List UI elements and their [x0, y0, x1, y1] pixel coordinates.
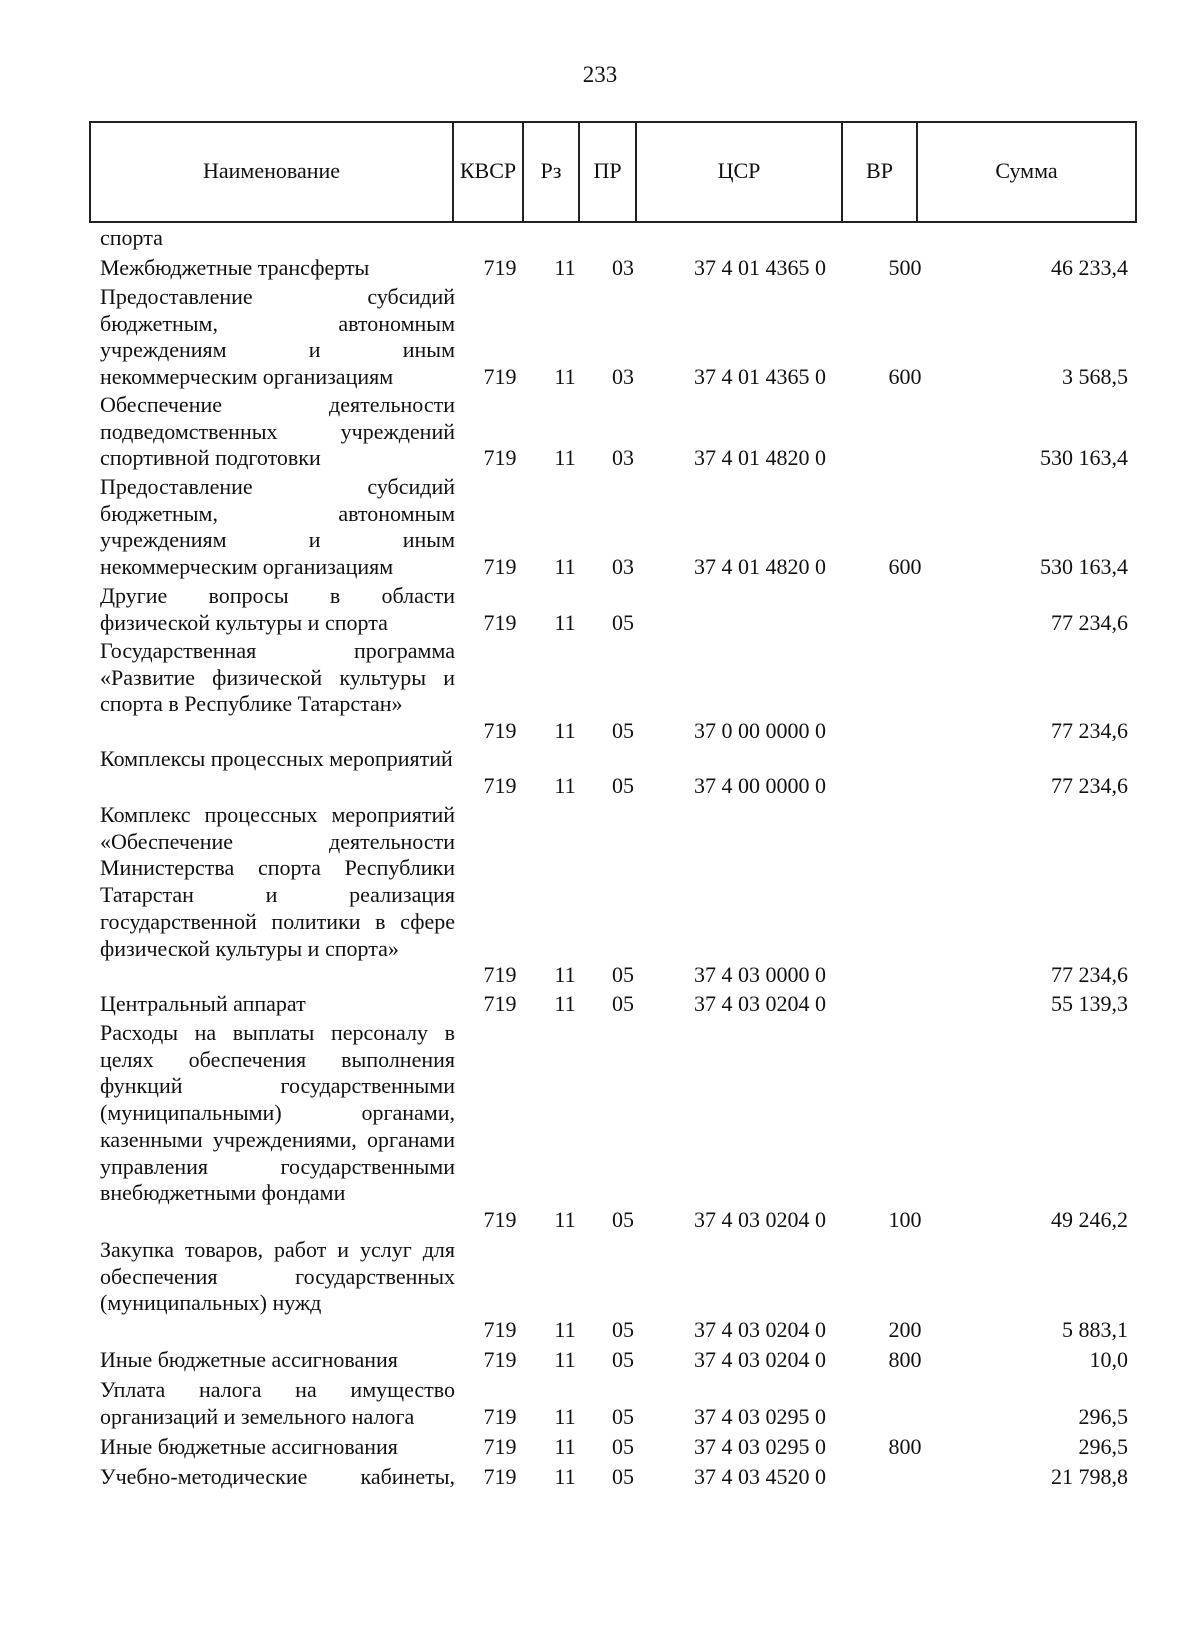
- header-sum: Сумма: [916, 123, 1135, 223]
- row-name: Обеспечение деятельности подведомственных учреждений спортивной подготовки: [100, 392, 455, 471]
- row-kvsr: 719: [483, 1207, 517, 1232]
- row-name: Комплексы процессных мероприятий: [100, 746, 453, 771]
- row-rz: 11: [554, 255, 576, 280]
- row-pr: 05: [612, 718, 634, 743]
- row-name: Иные бюджетные ассигнования: [100, 1434, 398, 1459]
- row-kvsr: 719: [483, 1317, 517, 1342]
- row-name: Закупка товаров, работ и услуг для обеспечения государственных (муниципальных) нужд: [100, 1237, 455, 1316]
- row-name: Учебно-методические кабинеты,: [100, 1464, 455, 1489]
- row-name: Расходы на выплаты персоналу в целях обеспечения выполнения функций государственными (муниципальными) органами, казенными учреждениями, органами управления государственными внебюджетными фондами: [100, 1020, 455, 1206]
- row-pr: 05: [612, 1404, 634, 1429]
- header-name: Наименование: [202, 158, 341, 183]
- row-pr: 05: [612, 1434, 634, 1459]
- row-rz: 11: [554, 773, 576, 798]
- row-csr: 37 4 03 4520 0: [694, 1464, 826, 1489]
- row-sum: 77 234,6: [1051, 718, 1128, 743]
- row-pr: 05: [612, 991, 634, 1016]
- row-vr: 600: [888, 554, 922, 579]
- row-rz: 11: [554, 610, 576, 635]
- row-rz: 11: [554, 1317, 576, 1342]
- header-kvsr: КВСР: [452, 123, 522, 223]
- row-pr: 03: [612, 554, 634, 579]
- row-sum: 77 234,6: [1051, 773, 1128, 798]
- row-rz: 11: [554, 364, 576, 389]
- row-name: Межбюджетные трансферты: [100, 255, 370, 280]
- row-sum: 77 234,6: [1051, 610, 1128, 635]
- row-sum: 46 233,4: [1051, 255, 1128, 280]
- row-kvsr: 719: [483, 445, 517, 470]
- row-vr: 800: [888, 1434, 922, 1459]
- row-pr: 05: [612, 1347, 634, 1372]
- header-rz: Рз: [522, 123, 578, 223]
- row-sum: 77 234,6: [1051, 962, 1128, 987]
- row-csr: 37 4 03 0204 0: [694, 1207, 826, 1232]
- row-kvsr: 719: [483, 1404, 517, 1429]
- row-kvsr: 719: [483, 554, 517, 579]
- row-vr: 600: [888, 364, 922, 389]
- row-kvsr: 719: [483, 255, 517, 280]
- row-name: Центральный аппарат: [100, 991, 306, 1016]
- row-csr: 37 4 01 4365 0: [694, 364, 826, 389]
- row-pr: 05: [612, 1317, 634, 1342]
- row-csr: 37 4 00 0000 0: [694, 773, 826, 798]
- row-pr: 05: [612, 773, 634, 798]
- row-kvsr: 719: [483, 962, 517, 987]
- row-csr: 37 4 01 4820 0: [694, 445, 826, 470]
- row-name: Другие вопросы в области физической культуры и спорта: [100, 583, 455, 635]
- row-sum: 3 568,5: [1062, 364, 1128, 389]
- row-csr: 37 4 01 4365 0: [694, 255, 826, 280]
- row-kvsr: 719: [483, 773, 517, 798]
- row-kvsr: 719: [483, 991, 517, 1016]
- row-vr: 500: [888, 255, 922, 280]
- row-pr: 05: [612, 610, 634, 635]
- row-rz: 11: [554, 991, 576, 1016]
- row-sum: 55 139,3: [1051, 991, 1128, 1016]
- row-rz: 11: [554, 718, 576, 743]
- row-sum: 296,5: [1078, 1434, 1128, 1459]
- row-sum: 5 883,1: [1062, 1317, 1128, 1342]
- row-kvsr: 719: [483, 1347, 517, 1372]
- row-rz: 11: [554, 445, 576, 470]
- row-kvsr: 719: [483, 364, 517, 389]
- row-name: спорта: [100, 225, 163, 250]
- row-csr: 37 0 00 0000 0: [694, 718, 826, 743]
- row-pr: 05: [612, 962, 634, 987]
- row-pr: 03: [612, 255, 634, 280]
- row-csr: 37 4 03 0295 0: [694, 1434, 826, 1459]
- header-pr: ПР: [578, 123, 635, 223]
- row-kvsr: 719: [483, 1434, 517, 1459]
- row-csr: 37 4 03 0295 0: [694, 1404, 826, 1429]
- header-vr: ВР: [841, 123, 916, 223]
- row-pr: 03: [612, 364, 634, 389]
- page-number: 233: [582, 62, 618, 87]
- row-rz: 11: [554, 554, 576, 579]
- row-name: Уплата налога на имущество организаций и земельного налога: [100, 1377, 455, 1429]
- row-name: Комплекс процессных мероприятий «Обеспечение деятельности Министерства спорта Республики Татарстан и реализация государственной политики в сфере физической культуры и спорта»: [100, 802, 455, 961]
- row-name: Иные бюджетные ассигнования: [100, 1347, 398, 1372]
- row-rz: 11: [554, 962, 576, 987]
- row-rz: 11: [554, 1464, 576, 1489]
- row-rz: 11: [554, 1207, 576, 1232]
- row-vr: 200: [888, 1317, 922, 1342]
- row-csr: 37 4 03 0204 0: [694, 1317, 826, 1342]
- row-pr: 05: [612, 1464, 634, 1489]
- row-name: Предоставление субсидий бюджетным, автономным учреждениям и иным некоммерческим организациям: [100, 284, 455, 390]
- row-csr: 37 4 03 0204 0: [694, 991, 826, 1016]
- header-csr: ЦСР: [635, 123, 841, 223]
- row-pr: 03: [612, 445, 634, 470]
- row-sum: 530 163,4: [1040, 554, 1128, 579]
- row-kvsr: 719: [483, 1464, 517, 1489]
- row-sum: 21 798,8: [1051, 1464, 1128, 1489]
- row-csr: 37 4 01 4820 0: [694, 554, 826, 579]
- row-vr: 100: [888, 1207, 922, 1232]
- row-rz: 11: [554, 1347, 576, 1372]
- row-csr: 37 4 03 0000 0: [694, 962, 826, 987]
- row-name: Предоставление субсидий бюджетным, автономным учреждениям и иным некоммерческим организациям: [100, 474, 455, 580]
- row-kvsr: 719: [483, 718, 517, 743]
- row-sum: 296,5: [1078, 1404, 1128, 1429]
- row-sum: 49 246,2: [1051, 1207, 1128, 1232]
- row-pr: 05: [612, 1207, 634, 1232]
- row-kvsr: 719: [483, 610, 517, 635]
- row-vr: 800: [888, 1347, 922, 1372]
- row-csr: 37 4 03 0204 0: [694, 1347, 826, 1372]
- row-sum: 530 163,4: [1040, 445, 1128, 470]
- row-rz: 11: [554, 1404, 576, 1429]
- row-rz: 11: [554, 1434, 576, 1459]
- row-sum: 10,0: [1089, 1347, 1128, 1372]
- row-name: Государственная программа «Развитие физической культуры и спорта в Республике Татарстан»: [100, 638, 455, 717]
